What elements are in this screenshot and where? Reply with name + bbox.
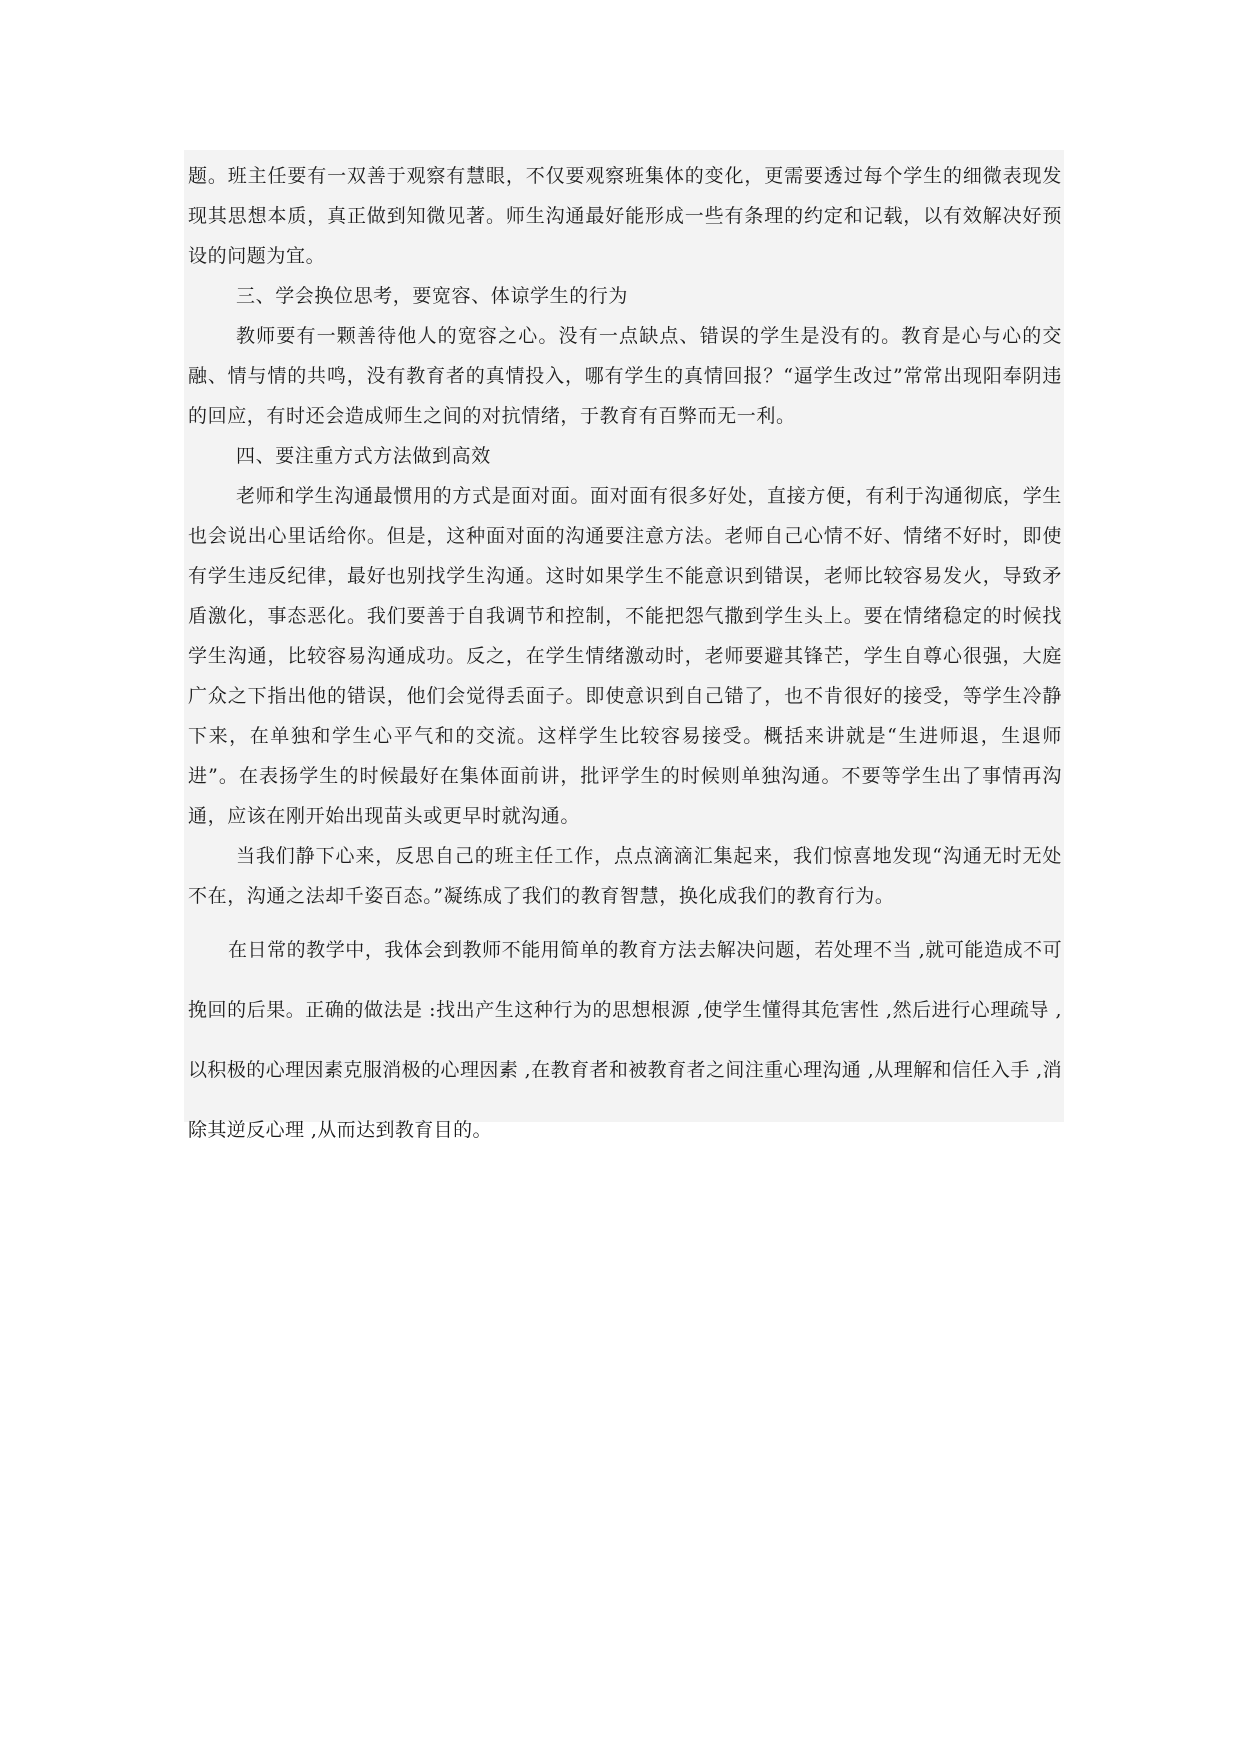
paragraph-tolerance: 教师要有一颗善待他人的宽容之心。没有一点缺点、错误的学生是没有的。教育是心与心的交融、情与情的共鸣，没有教育者的真情投入，哪有学生的真情回报？“逼学生改过”常常出现阳奉阴违的回应，有时还会造成师生之间的对抗情绪，于教育有百弊而无一利。 — [188, 325, 1062, 427]
paragraph-methods: 老师和学生沟通最惯用的方式是面对面。面对面有很多好处，直接方便，有利于沟通彻底，学生也会说出心里话给你。但是，这种面对面的沟通要注意方法。老师自己心情不好、情绪不好时，即使有学生违反纪律，最好也别找学生沟通。这时如果学生不能意识到错误，老师比较容易发火，导致矛盾激化，事态恶化。我们要善于自我调节和控制，不能把怨气撒到学生头上。要在情绪稳定的时候找学生沟通，比较容易沟通成功。反之，在学生情绪激动时，老师要避其锋芒，学生自尊心很强，大庭广众之下指出他的错误，他们会觉得丢面子。即使意识到自己错了，也不肯很好的接受，等学生冷静下来，在单独和学生心平气和的交流。这样学生比较容易接受。概括来讲就是“生进师退，生退师进”。在表扬学生的时候最好在集体面前讲，批评学生的时候则单独沟通。不要等学生出了事情再沟通，应该在刚开始出现苗头或更早时就沟通。 — [188, 485, 1062, 827]
paragraph-reflection: 当我们静下心来，反思自己的班主任工作，点点滴滴汇集起来，我们惊喜地发现“沟通无时无处不在，沟通之法却千姿百态。”凝练成了我们的教育智慧，换化成我们的教育行为。 — [188, 845, 1062, 907]
section-heading-3: 三、学会换位思考，要宽容、体谅学生的行为 — [236, 285, 629, 307]
section-heading-4: 四、要注重方式方法做到高效 — [236, 445, 491, 467]
paragraph-continuation: 题。班主任要有一双善于观察有慧眼，不仅要观察班集体的变化，更需要透过每个学生的细微表现发现其思想本质，真正做到知微见著。师生沟通最好能形成一些有条理的约定和记载，以有效解决好预设的问题为宜。 — [188, 165, 1062, 267]
paragraph-daily-teaching: 在日常的教学中，我体会到教师不能用简单的教育方法去解决问题，若处理不当 ,就可能造成不可挽回的后果。正确的做法是 :找出产生这种行为的思想根源 ,使学生懂得其危害性 ,然后进行心理疏导 ,以积极的心理因素克服消极的心理因素 ,在教育者和被教育者之间注重心理沟通 ,从理解和信任入手 ,消除其逆反心理 ,从而达到教育目的。 — [188, 939, 1062, 1141]
document-text-block — [184, 150, 1064, 1141]
